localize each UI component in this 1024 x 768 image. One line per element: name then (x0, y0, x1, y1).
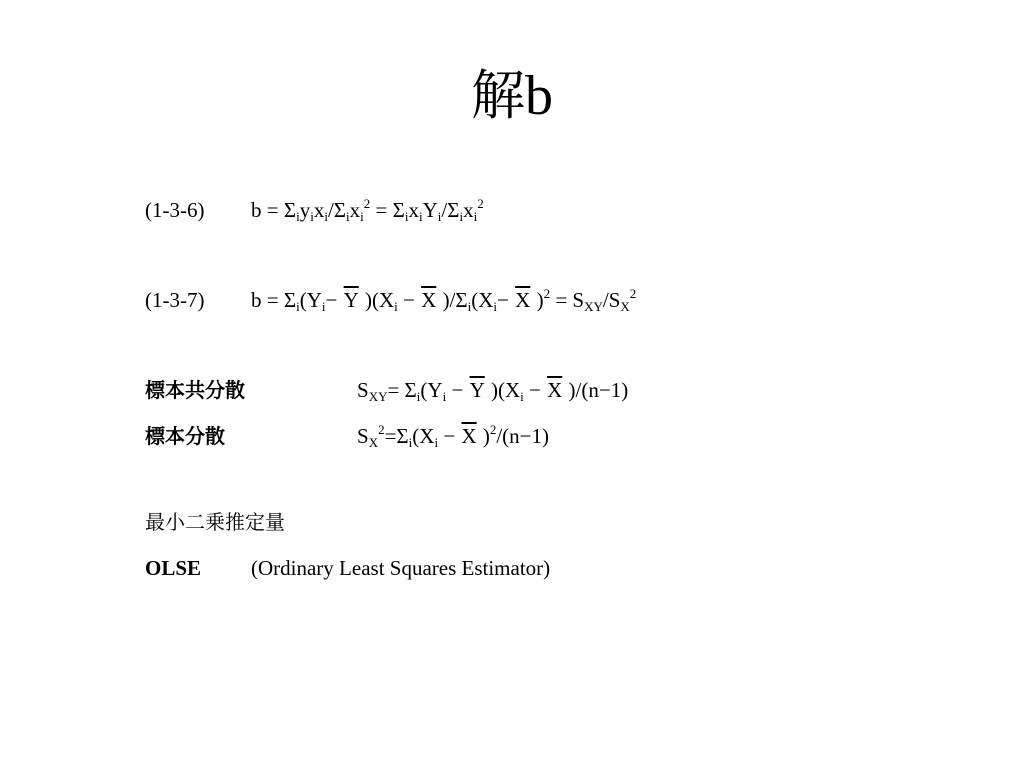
slide-title (0, 56, 1024, 136)
ols-name: 最小二乗推定量 (145, 510, 285, 534)
olse-abbreviation: OLSE (145, 556, 202, 580)
sample-variance-label: 標本分散 (145, 424, 225, 448)
ols-name-row (145, 508, 285, 536)
equation-body: $b = \Sigma_iy_ix_i/\Sigma_ix_i^2 = \Sigma_ix_iY_i/\Sigma_ix_i^2$ (251, 196, 484, 224)
olse-full-name: (Ordinary Least Squares Estimator) (251, 556, 551, 580)
sample-covariance-formula: $S_{XY}= \Sigma_i(Y_i - \overline{Y}$ )($X_i - \overline{X}$ )/(n−1) (357, 378, 629, 404)
equation-number: (1-3-6) (145, 198, 205, 222)
equation-body: $b = \Sigma_i(Y_i- \overline{Y}$ )($X_i - \overline{X}$ )$/\Sigma_i(X_i- \overline{X}$ )$^2 = S_{XY}/S_X^2$ (251, 286, 637, 314)
slide-title-latin: b (525, 65, 553, 127)
sample-variance-formula: $S_X^2=\Sigma_i(X_i - \overline{X}$ )$^2$/(n−1) (357, 422, 550, 450)
slide-title-cjk: 解 (471, 64, 525, 127)
sample-covariance-label: 標本共分散 (145, 378, 245, 402)
equation-number: (1-3-7) (145, 288, 205, 312)
